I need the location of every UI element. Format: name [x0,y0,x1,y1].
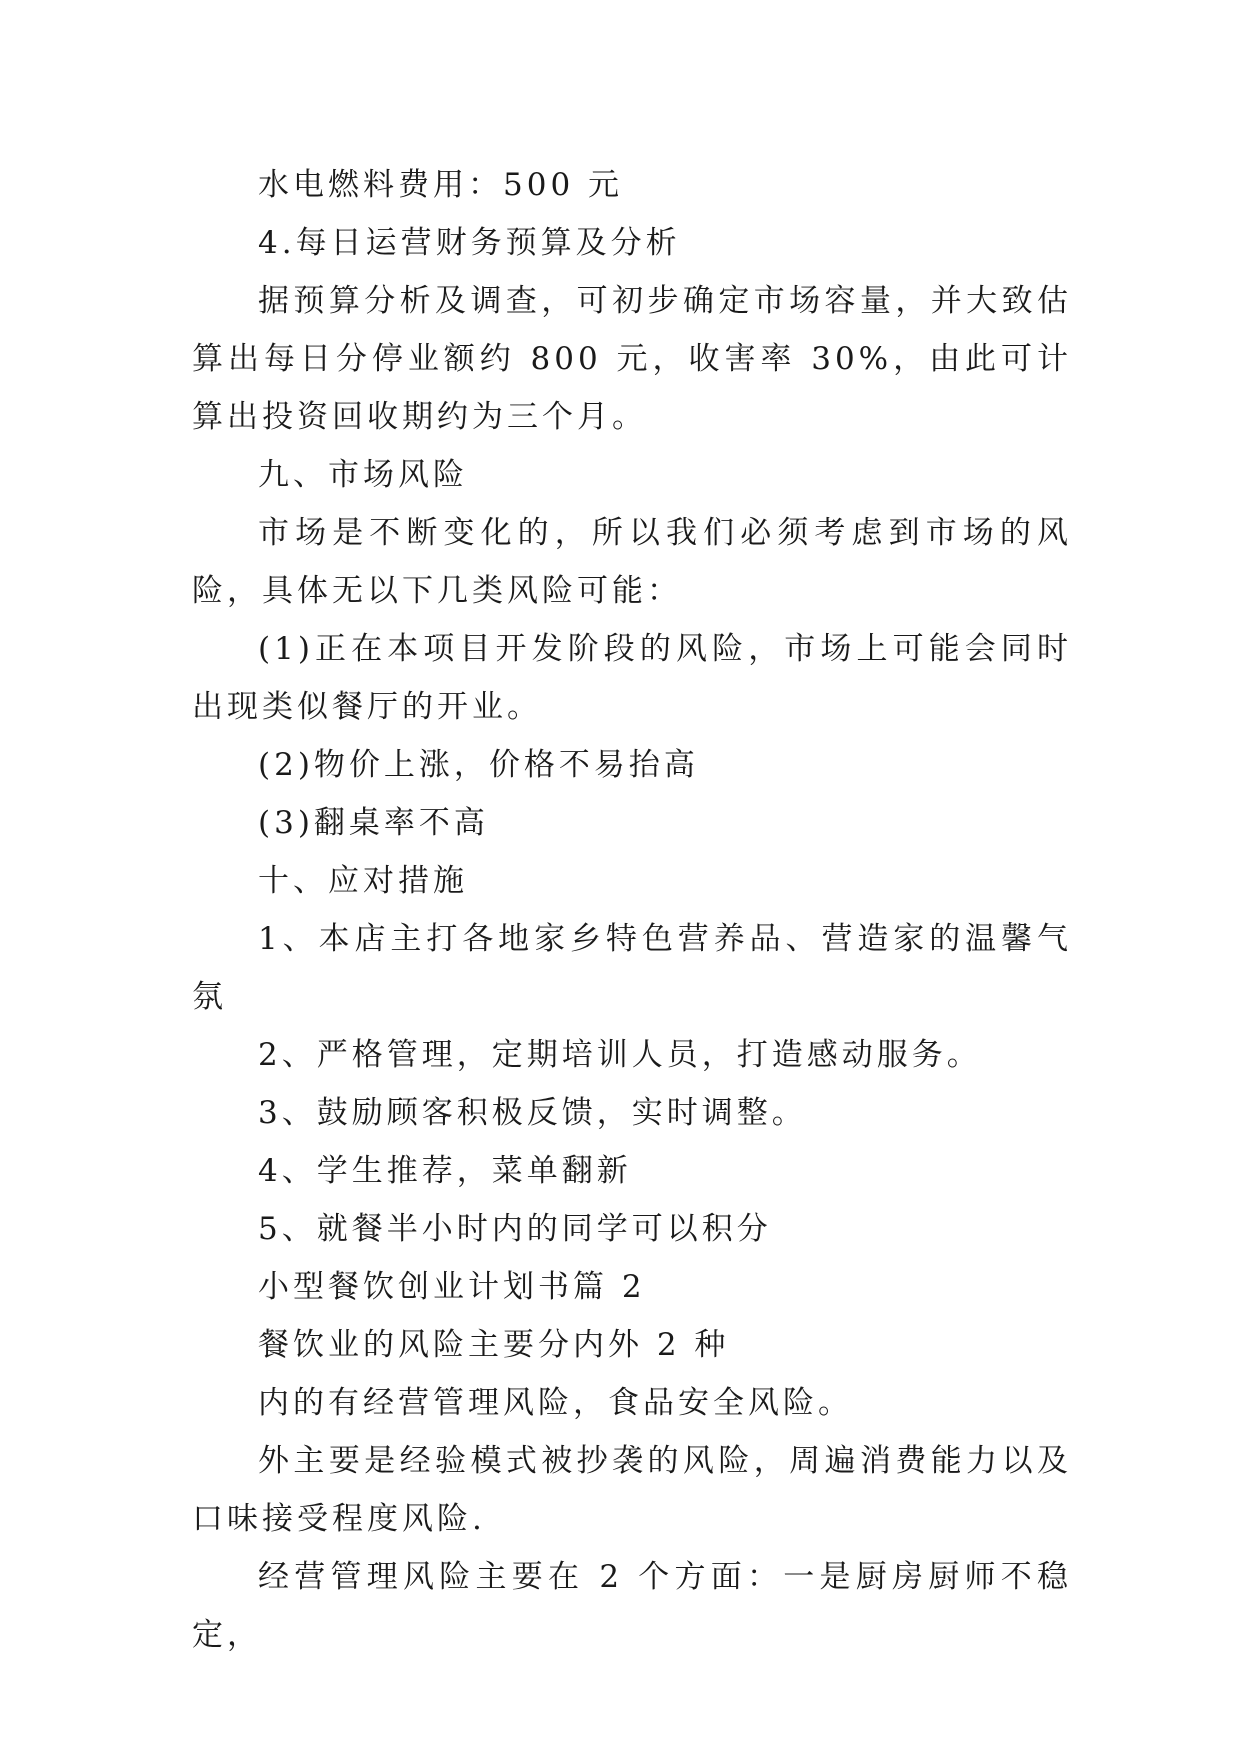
paragraph-market-risk-intro: 市场是不断变化的，所以我们必须考虑到市场的风险，具体无以下几类风险可能： [192,515,1072,609]
section-heading-countermeasures: 十、应对措施 [258,863,468,899]
document-body [192,156,1072,1664]
paragraph-internal-risk: 内的有经营管理风险，食品安全风险。 [258,1385,853,1421]
paragraph-budget-analysis: 据预算分析及调查，可初步确定市场容量，并大致估算出每日分停业额约 800 元，收害率 30%，由此可计算出投资回收期约为三个月。 [192,283,1072,435]
list-item-risk-2: (2)物价上涨，价格不易抬高 [258,747,699,783]
paragraph-risk-types: 餐饮业的风险主要分内外 2 种 [258,1327,730,1363]
list-item-risk-1: (1)正在本项目开发阶段的风险，市场上可能会同时出现类似餐厅的开业。 [192,631,1072,725]
section-heading-plan-2: 小型餐饮创业计划书篇 2 [258,1269,646,1305]
paragraph-external-risk: 外主要是经验模式被抄袭的风险，周遍消费能力以及口味接受程度风险. [192,1443,1072,1537]
list-item-measure-1: 1、本店主打各地家乡特色营养品、营造家的温馨气氛 [192,921,1072,1015]
list-item-measure-2: 2、严格管理，定期培训人员，打造感动服务。 [258,1037,982,1073]
list-item-measure-4: 4、学生推荐，菜单翻新 [258,1153,632,1189]
list-item-measure-5: 5、就餐半小时内的同学可以积分 [258,1211,772,1247]
section-heading-market-risk: 九、市场风险 [258,457,468,493]
paragraph-utility-cost: 水电燃料费用：500 元 [258,167,624,203]
list-item-measure-3: 3、鼓励顾客积极反馈，实时调整。 [258,1095,807,1131]
paragraph-management-risk: 经营管理风险主要在 2 个方面：一是厨房厨师不稳定， [192,1559,1072,1653]
paragraph-daily-budget-heading: 4.每日运营财务预算及分析 [258,225,681,261]
list-item-risk-3: (3)翻桌率不高 [258,805,489,841]
